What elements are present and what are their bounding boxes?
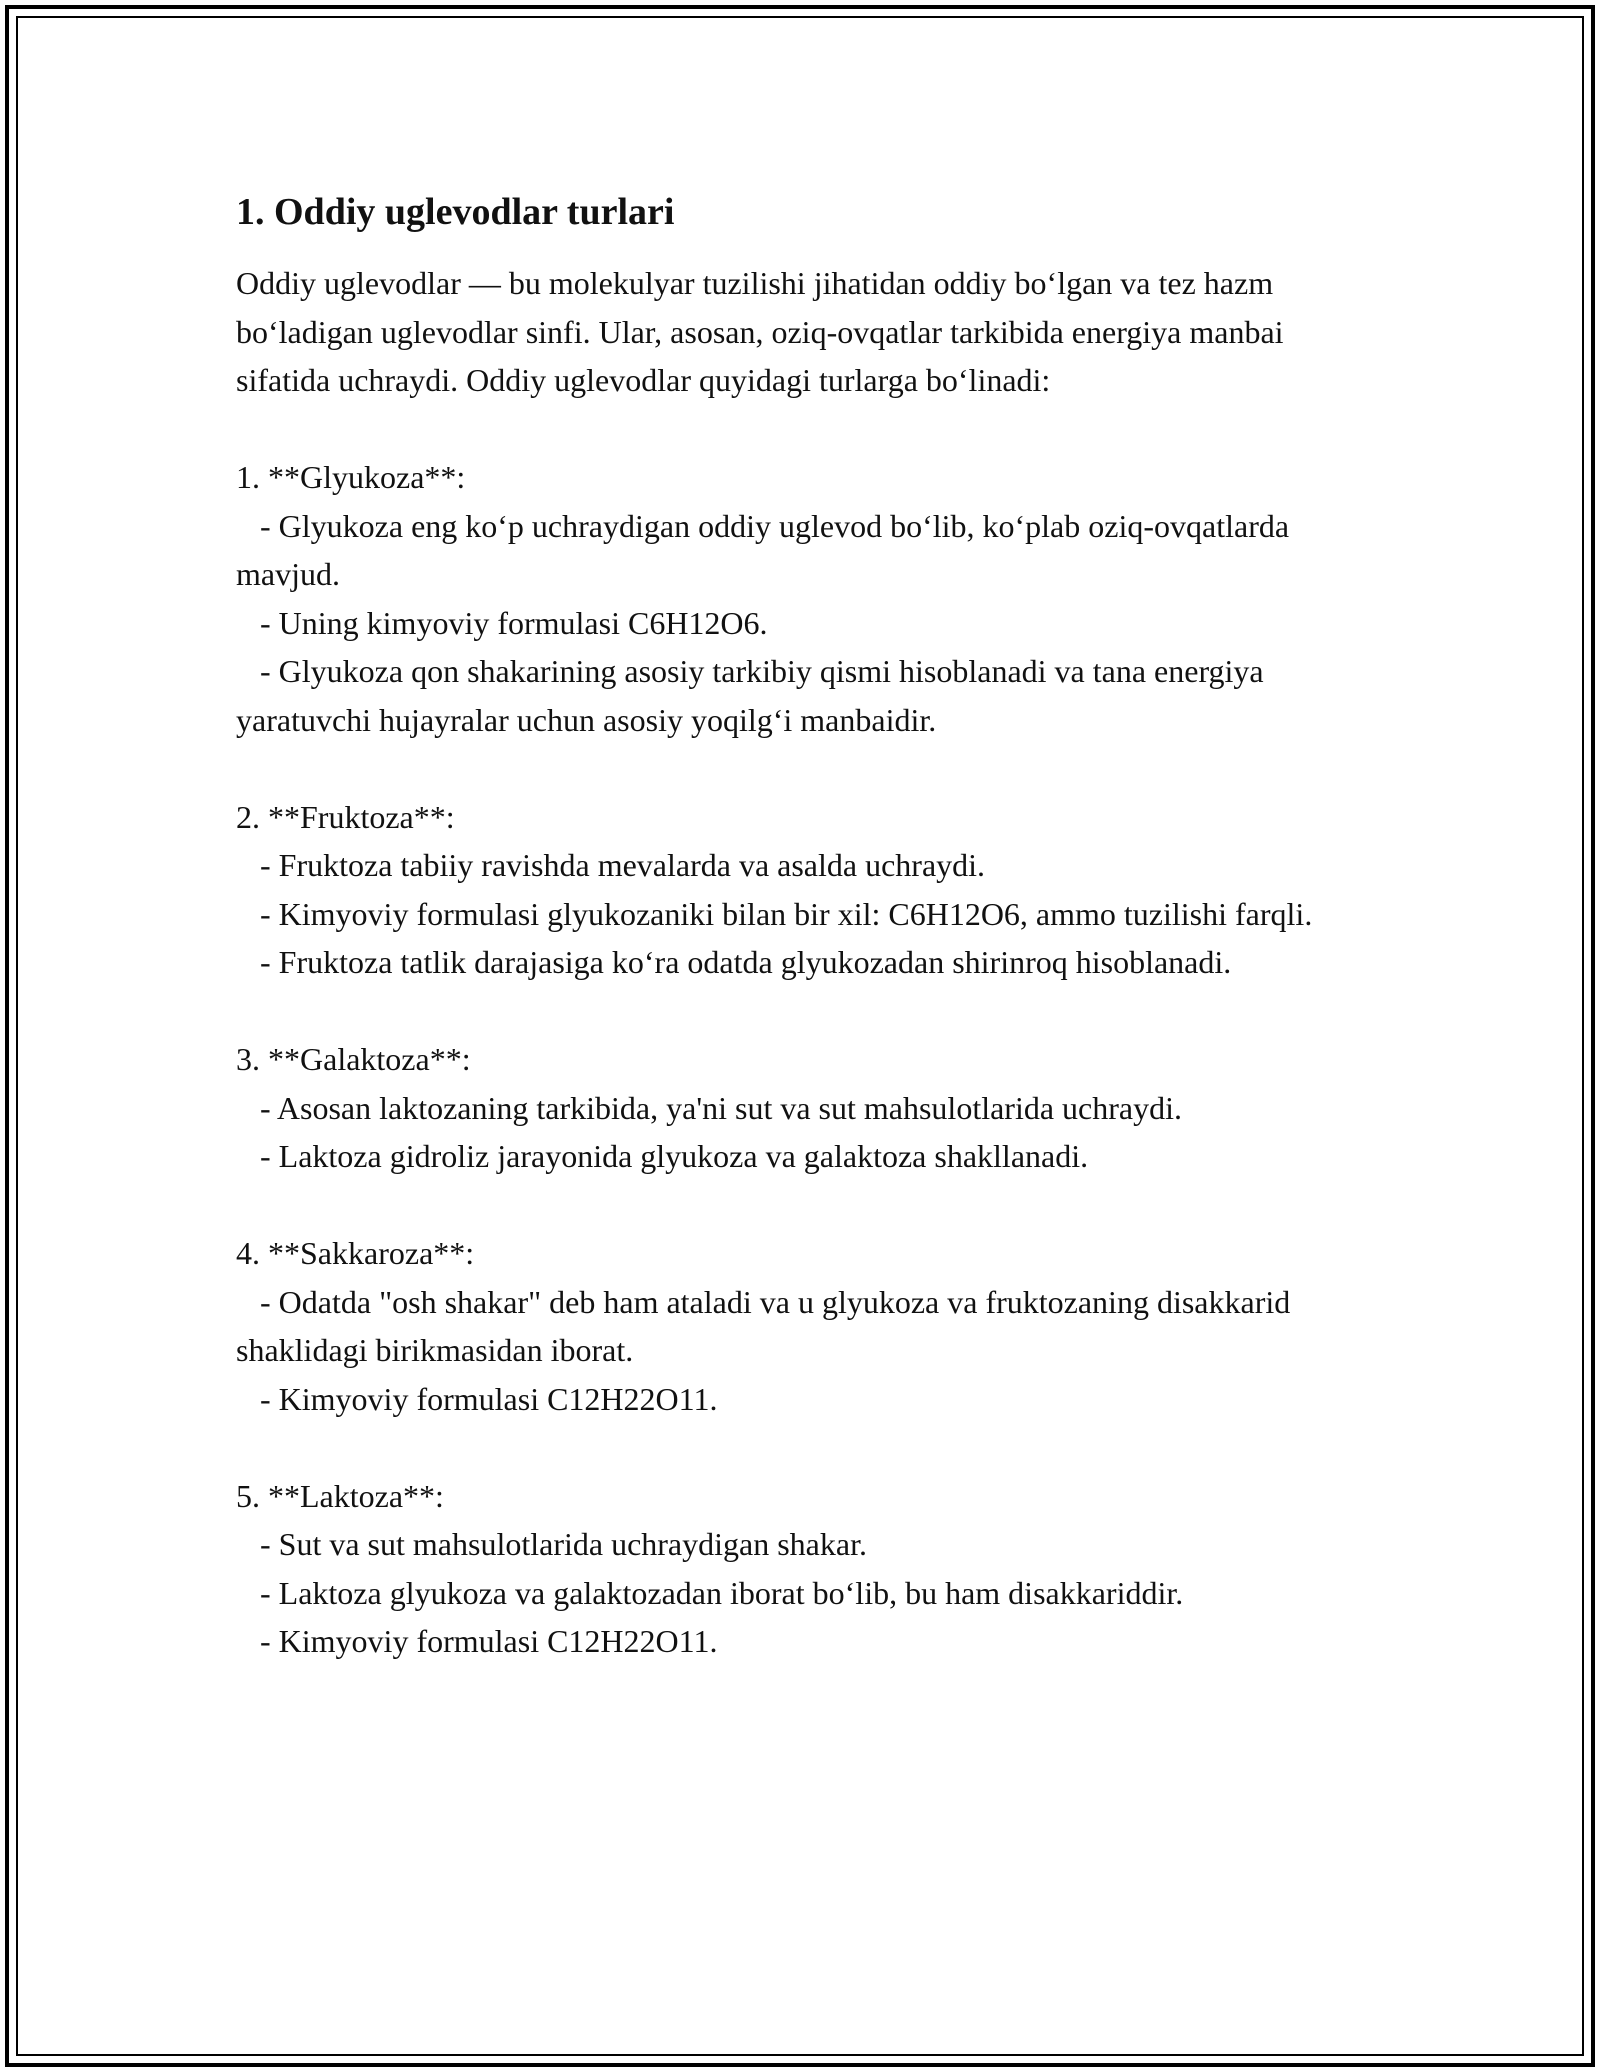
item-point: - Uning kimyoviy formulasi C6H12O6. (236, 604, 768, 641)
item-title: 4. **Sakkaroza**: (236, 1235, 475, 1271)
item-point: - Laktoza gidroliz jarayonida glyukoza va galaktoza shakllanadi. (236, 1138, 1089, 1174)
item-point: - Glyukoza eng ko‘p uchraydigan oddiy uglevod bo‘lib, ko‘plab oziq-ovqatlarda mavjud. (236, 507, 1298, 592)
item-title: 5. **Laktoza**: (236, 1477, 444, 1514)
item-point: - Laktoza glyukoza va galaktozadan iborat bo‘lib, bu ham disakkariddir. (236, 1574, 1184, 1611)
item-point: - Asosan laktozaning tarkibida, ya'ni sut va sut mahsulotlarida uchraydi. (236, 1089, 1182, 1126)
document-body (236, 259, 1356, 1666)
item-point: - Kimyoviy formulasi C12H22O11. (236, 1380, 718, 1417)
item-point: - Odatda "osh shakar" deb ham ataladi va u glyukoza va fruktozaning disakkarid shaklidagi birikmasidan iborat. (236, 1283, 1299, 1368)
item-point: - Kimyoviy formulasi glyukozaniki bilan bir xil: C6H12O6, ammo tuzilishi farqli. (236, 895, 1313, 932)
item-point: - Fruktoza tabiiy ravishda mevalarda va asalda uchraydi. (236, 847, 986, 883)
item-point: - Fruktoza tatlik darajasiga ko‘ra odatda glyukozadan shirinroq hisoblanadi. (236, 944, 1232, 980)
document-page (236, 187, 1356, 1666)
item-point: - Glyukoza qon shakarining asosiy tarkibiy qismi hisoblanadi va tana energiya yaratuvchi hujayralar uchun asosiy yoqilg‘i manbaidir. (236, 653, 1272, 738)
document-heading: 1. Oddiy uglevodlar turlari (236, 191, 675, 233)
intro-paragraph: Oddiy uglevodlar — bu molekulyar tuzilishi jihatidan oddiy bo‘lgan va tez hazm bo‘ladigan uglevodlar sinfi. Ular, asosan, oziq-ovqatlar tarkibida energiya manbai sifatida uchraydi. Oddiy uglevodlar quyidagi turlarga bo‘linadi: (236, 265, 1292, 398)
item-point: - Kimyoviy formulasi C12H22O11. (236, 1623, 718, 1659)
item-title: 3. **Galaktoza**: (236, 1041, 471, 1077)
item-title: 2. **Fruktoza**: (236, 798, 455, 835)
item-point: - Sut va sut mahsulotlarida uchraydigan shakar. (236, 1526, 867, 1562)
item-title: 1. **Glyukoza**: (236, 459, 466, 495)
